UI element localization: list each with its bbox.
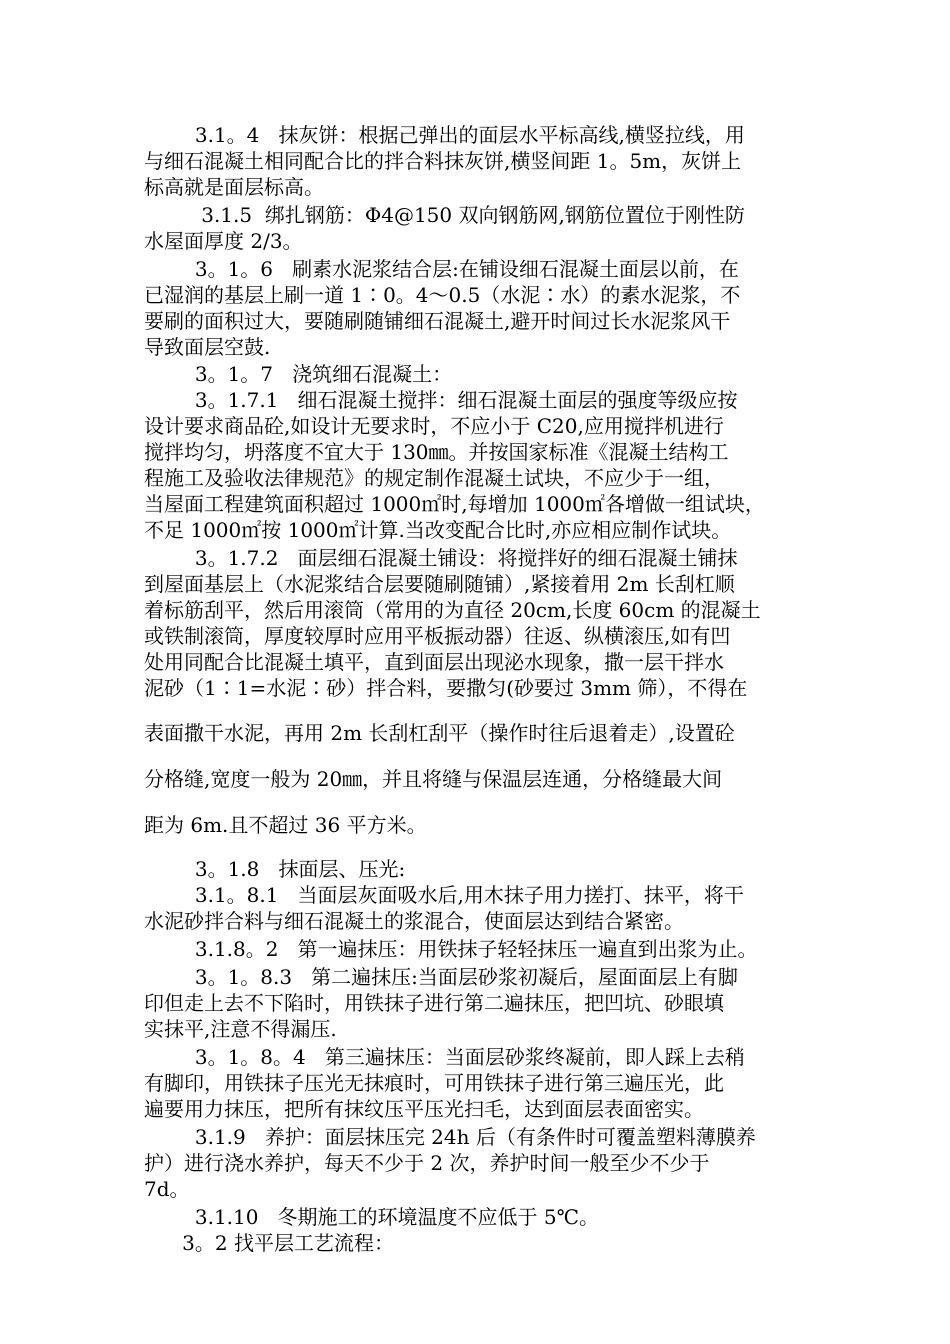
- text-line: 3.1.8。2 第一遍抹压：用铁抹子轻轻抹压一遍直到出浆为止。: [144, 937, 758, 961]
- text-line: 程施工及验收法律规范》的规定制作混凝土试块，不应少于一组，: [144, 466, 724, 490]
- text-line: 3。1。8.3 第二遍抹压:当面层砂浆初凝后，屋面面层上有脚: [144, 965, 738, 989]
- text-line: 3.1。8.1 当面层灰面吸水后,用木抹子用力搓打、抹平，将干: [144, 883, 744, 907]
- text-line: 距为 6m.且不超过 36 平方米。: [144, 813, 427, 837]
- text-line: 遍要用力抹压，把所有抹纹压平压光扫毛，达到面层表面密实。: [144, 1097, 704, 1121]
- text-line: 搅拌均匀，坍落度不宜大于 130㎜。并按国家标准《混凝土结构工: [144, 440, 729, 464]
- text-line: 或铁制滚筒，厚度较厚时应用平板振动器）往返、纵横滚压,如有凹: [144, 624, 731, 648]
- text-line: 导致面层空鼓.: [144, 335, 271, 359]
- text-line: 到屋面基层上（水泥浆结合层要随刷随铺）,紧接着用 2m 长刮杠顺: [144, 572, 735, 596]
- text-line: 3。2 找平层工艺流程：: [144, 1231, 394, 1255]
- text-line: 3。1.7.2 面层细石混凝土铺设：将搅拌好的细石混凝土铺抹: [144, 546, 738, 570]
- text-line: 7d。: [144, 1177, 190, 1201]
- text-line: 3。1。7 浇筑细石混凝土：: [144, 362, 453, 386]
- text-line: 水泥砂拌合料与细石混凝土的浆混合，使面层达到结合紧密。: [144, 909, 684, 933]
- text-line: 当屋面工程建筑面积超过 1000㎡时,每增加 1000㎡各增做一组试块，: [144, 492, 765, 516]
- text-line: 3.1.9 养护：面层抹压完 24h 后（有条件时可覆盖塑料薄膜养: [144, 1125, 756, 1149]
- text-line: 3.1.5 绑扎钢筋：Φ4@150 双向钢筋网,钢筋位置位于刚性防: [144, 203, 745, 227]
- text-line: 表面撒干水泥，再用 2m 长刮杠刮平（操作时往后退着走）,设置砼: [144, 721, 735, 745]
- text-line: 水屋面厚度 2/3。: [144, 229, 303, 253]
- text-line: 泥砂（1∶1=水泥∶砂）拌合料，要撒匀(砂要过 3mm 筛），不得在: [144, 676, 748, 700]
- text-line: 标高就是面层标高。: [144, 175, 324, 199]
- text-line: 设计要求商品砼,如设计无要求时，不应小于 C20,应用搅拌机进行: [144, 414, 724, 438]
- text-line: 着标筋刮平，然后用滚筒（常用的为直径 20cm,长度 60cm 的混凝土: [144, 598, 761, 622]
- text-line: 3。1.8 抹面层、压光:: [144, 857, 406, 881]
- text-line: 3.1。4 抹灰饼：根据己弹出的面层水平标高线,横竖拉线，用: [144, 123, 745, 147]
- text-line: 实抹平,注意不得漏压.: [144, 1017, 337, 1041]
- text-line: 印但走上去不下陷时，用铁抹子进行第二遍抹压，把凹坑、砂眼填: [144, 991, 724, 1015]
- text-line: 3.1.10 冬期施工的环境温度不应低于 5℃。: [144, 1205, 599, 1229]
- text-line: 3。1。6 刷素水泥浆结合层:在铺设细石混凝土面层以前，在: [144, 257, 739, 281]
- text-line: 与细石混凝土相同配合比的拌合料抹灰饼,横竖间距 1。5m，灰饼上: [144, 149, 742, 173]
- text-line: 分格缝,宽度一般为 20㎜，并且将缝与保温层连通，分格缝最大间: [144, 767, 723, 791]
- text-line: 已湿润的基层上刷一道 1∶0。4～0.5（水泥∶水）的素水泥浆，不: [144, 283, 741, 307]
- text-line: 处用同配合比混凝土填平，直到面层出现泌水现象，撒一层干拌水: [144, 650, 724, 674]
- text-line: 护）进行浇水养护，每天不少于 2 次，养护时间一般至少不少于: [144, 1151, 710, 1175]
- text-line: 要刷的面积过大，要随刷随铺细石混凝土,避开时间过长水泥浆风干: [144, 309, 731, 333]
- text-line: 3。1.7.1 细石混凝土搅拌：细石混凝土面层的强度等级应按: [144, 388, 738, 412]
- text-line: 3。1。8。4 第三遍抹压：当面层砂浆终凝前，即人踩上去稍: [144, 1045, 745, 1069]
- text-line: 不足 1000㎡按 1000㎡计算.当改变配合比时,亦应相应制作试块。: [144, 518, 732, 542]
- text-line: 有脚印，用铁抹子压光无抹痕时，可用铁抹子进行第三遍压光，此: [144, 1071, 724, 1095]
